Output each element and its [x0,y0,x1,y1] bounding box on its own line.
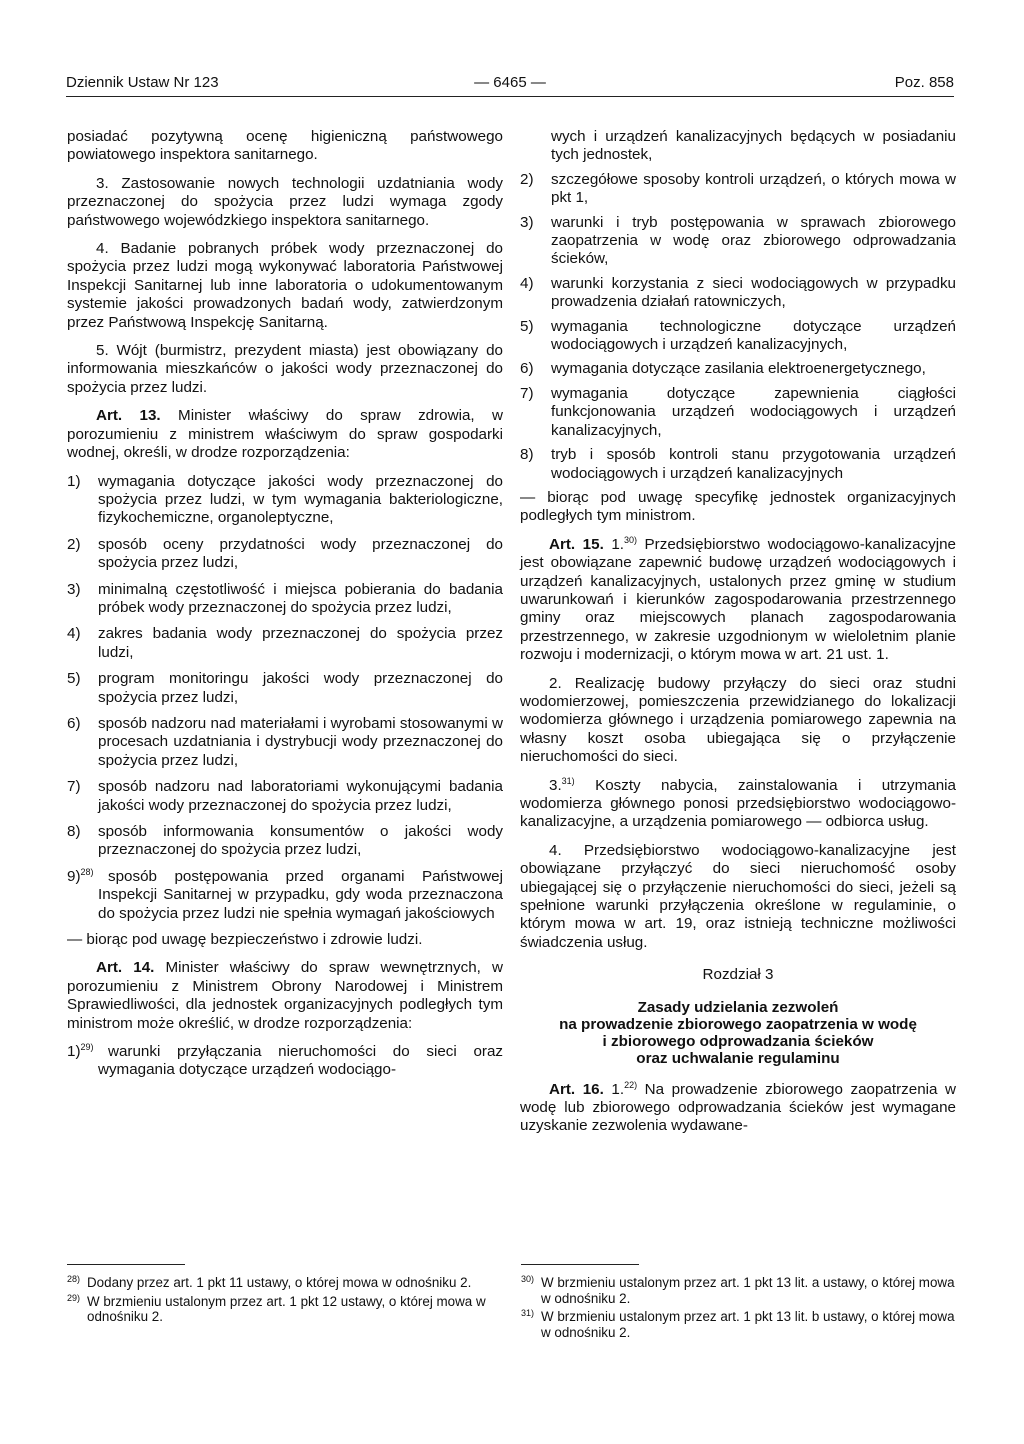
article-13-closing: — biorąc pod uwagę bezpieczeństwo i zdrowie ludzi. [67,931,423,949]
paragraph-3: 3. Zastosowanie nowych technologii uzdatniania wody przeznaczonej do spożycia przez ludzi wymaga zgody państwowego wojewódzkiego inspektora sanitarnego. [67,174,503,229]
list-item-number-text: 1) [67,1043,81,1061]
header-rule [66,96,954,97]
list-item [520,446,956,483]
list-item-number: 8) [67,823,81,840]
footnotes-right [521,1275,957,1343]
list-item-text: program monitoringu jakości wody przeznaczonej do spożycia przez ludzi, [98,670,503,706]
list-item-text: wymagania dotyczące zasilania elektroenergetycznego, [551,360,926,378]
footnote-ref: 22) [624,1079,638,1090]
footnote-ref: 29) [80,1042,94,1052]
list-item [520,171,956,208]
footnote-text: W brzmieniu ustalonym przez art. 1 pkt 13 lit. a ustawy, o której mowa w odnośniku 2. [541,1275,955,1306]
list-item-text: zakres badania wody przeznaczonej do spożycia przez ludzi, [98,625,503,661]
list-item-number: 6) [520,360,534,378]
list-item-text: tryb i sposób kontroli stanu przygotowania urządzeń wodociągowych i urządzeń kanalizacyjnych [551,446,956,482]
list-item-number: 3) [67,580,81,598]
article-15-text: Przedsiębiorstwo wodociągowo-kanalizacyjne jest obowiązane zapewnić budowę urządzeń wodociągowych i urządzeń kanalizacyjnych, ustalonych przez gminę w studium uwarunkowań i kierunków zagospodarowania przestrzennego gminy oraz miejscowych planach zagospodarowania przestrzennego, w zakresie uzgodnionym w wieloletnim planie rozwoju i modernizacji, o którym mowa w art. 21 ust. 1. [520,535,956,664]
chapter-title-line: i zbiorowego odprowadzania ścieków [602,1032,874,1050]
list-item-number: 8) [520,446,534,464]
list-item [520,214,956,269]
list-item [67,823,503,860]
list-item [67,778,503,815]
footnote [67,1275,503,1291]
chapter-title [520,999,956,1067]
list-item-text: warunki korzystania z sieci wodociągowych w przypadku prowadzenia działań ratowniczych, [551,274,956,311]
list-item-text: wymagania technologiczne dotyczące urządzeń wodociągowych i urządzeń kanalizacyjnych, [551,317,956,354]
list-item [67,1043,503,1080]
footnote-ref: 28) [80,866,94,877]
article-15-number: 1. [603,535,624,553]
list-item [67,536,503,573]
footnote-number: 30) [521,1274,535,1284]
list-item [67,473,503,528]
left-column [67,128,503,1088]
paragraph-number: 3. [549,776,562,794]
article-15-paragraph-3 [520,777,956,832]
list-item [520,275,956,312]
footnote-text: W brzmieniu ustalonym przez art. 1 pkt 13 lit. b ustawy, o której mowa w odnośniku 2. [541,1309,955,1340]
list-item [520,318,956,355]
footnote-number: 31) [521,1308,535,1318]
list-item-number: 4) [67,625,81,643]
list-item-text: warunki i tryb postępowania w sprawach zbiorowego zaopatrzenia w wodę oraz zbiorowego odprowadzania ścieków, [551,213,956,268]
list-item-text: sposób informowania konsumentów o jakości wody przeznaczonej do spożycia przez ludzi, [98,823,503,859]
article-14-label: Art. 14. [96,959,155,977]
list-item-number: 6) [67,714,81,732]
list-item-text: sposób nadzoru nad laboratoriami wykonującymi badania jakości wody przeznaczonej do spożycia przez ludzi, [98,778,503,814]
footnote-text: Dodany przez art. 1 pkt 11 ustawy, o której mowa w odnośniku 2. [87,1275,472,1290]
list-item-number [67,868,94,886]
footnote [521,1309,957,1340]
list-item-text: szczegółowe sposoby kontroli urządzeń, o których mowa w pkt 1, [551,170,956,207]
list-item [520,360,956,378]
list-item-text: sposób nadzoru nad materiałami i wyrobami stosowanymi w procesach uzdatniania i dystrybucji wody przeznaczonej do spożycia przez ludzi, [98,714,503,769]
list-item-number-text: 9) [67,867,81,885]
list-item-text: sposób oceny przydatności wody przeznaczonej do spożycia przez ludzi, [98,535,503,572]
footnote-rule-right [521,1264,639,1265]
position-number: Poz. 858 [894,74,954,91]
list-item-text: warunki przyłączania nieruchomości do sieci oraz wymagania dotyczące urządzeń wodociągo- [98,1043,503,1079]
list-item-number: 4) [520,274,534,292]
chapter-title-line: oraz uchwalanie regulaminu [636,1049,840,1067]
paragraph-5: 5. Wójt (burmistrz, prezydent miasta) jest obowiązany do informowania mieszkańców o jakości wody przeznaczonej do spożycia przez ludzi. [67,342,503,396]
list-item [520,385,956,440]
article-15-paragraph-4: 4. Przedsiębiorstwo wodociągowo-kanalizacyjne jest obowiązane przyłączyć do sieci nieruchomość osoby ubiegającej się o przyłączenie nieruchomości do sieci, jeżeli są spełnione warunki przyłączenia określone w regulaminie, o którym mowa w art. 19, oraz istnieją techniczne możliwości świadczenia usług. [520,841,956,951]
footnote-number: 28) [67,1274,81,1284]
article-15-paragraph-2: 2. Realizację budowy przyłączy do sieci oraz studni wodomierzowej, pomieszczenia przewidzianego do lokalizacji wodomierza głównego i urządzenia pomiarowego zapewnia na własny koszt osoba ubiegająca się o przyłączenie nieruchomości do sieci. [520,674,956,766]
article-15-paragraph-1 [520,536,956,665]
article-13-text: Minister właściwy do spraw zdrowia, w porozumieniu z ministrem właściwym do spraw gospodarki wodnej, określi, w drodze rozporządzenia: [67,407,503,462]
article-13-label: Art. 13. [96,407,161,425]
list-item [67,625,503,662]
paragraph-text: Koszty nabycia, zainstalowania i utrzymania wodomierza głównego ponosi przedsiębiorstwo wodociągowo-kanalizacyjne, a urządzenia pomiarowego — odbiorca usług. [520,776,956,831]
article-13-intro [67,407,503,462]
list-item [67,670,503,707]
chapter-title-line: na prowadzenie zbiorowego zaopatrzenia w wodę [559,1015,917,1033]
footnote-ref: 31) [561,775,575,786]
list-item-number: 5) [67,670,81,688]
article-15-label: Art. 15. [549,535,604,553]
article-16-number: 1. [603,1080,625,1098]
list-item-number: 7) [520,384,534,402]
list-item-number [67,1043,94,1061]
list-item-number: 2) [520,170,534,188]
right-column [520,128,956,1146]
article-16-paragraph-1 [520,1081,956,1136]
list-item-number: 1) [67,472,81,490]
list-item-text: wymagania dotyczące zapewnienia ciągłości funkcjonowania urządzeń wodociągowych i urządzeń kanalizacyjnych, [551,384,956,439]
list-item-number: 5) [520,317,534,335]
footnotes-left [67,1275,503,1328]
list-item [67,868,503,923]
list-item-continuation: wych i urządzeń kanalizacyjnych będących w posiadaniu tych jednostek, [551,128,956,164]
chapter-number: Rozdział 3 [702,966,774,984]
list-item-text: sposób postępowania przed organami Państwowej Inspekcji Sanitarnej w przypadku, gdy woda przeznaczona do spożycia przez ludzi nie spełnia wymagań jakościowych [98,867,503,922]
journal-title: Dziennik Ustaw Nr 123 [66,74,219,91]
list-item-number: 2) [67,535,81,553]
article-14-intro [67,959,503,1033]
footnote-rule-left [67,1264,185,1265]
list-item-text: minimalną częstotliwość i miejsca pobierania do badania próbek wody przeznaczonej do spożycia przez ludzi, [98,580,503,616]
article-16-text: Na prowadzenie zbiorowego zaopatrzenia w wodę lub zbiorowego odprowadzania ścieków jest wymagane uzyskanie zezwolenia wydawane- [520,1080,956,1135]
article-16-label: Art. 16. [549,1080,604,1098]
chapter-title-line: Zasady udzielania zezwoleń [637,998,839,1016]
article-14-closing: — biorąc pod uwagę specyfikę jednostek organizacyjnych podległych tym ministrom. [520,488,956,525]
list-item [67,581,503,618]
page-header [66,74,954,96]
list-item-number: 7) [67,778,81,796]
footnote [521,1275,957,1306]
list-item [67,715,503,770]
footnote [67,1294,503,1325]
article-14-text: Minister właściwy do spraw wewnętrznych, w porozumieniu z Ministrem Obrony Narodowej i Ministrem Sprawiedliwości, dla jednostek organizacyjnych podległych tym ministrom może określić, w drodze rozporządzenia: [67,959,503,1032]
paragraph-4: 4. Badanie pobranych próbek wody przeznaczonej do spożycia przez ludzi mogą wykonywać laboratoria Państwowej Inspekcji Sanitarnej lub inne laboratoria o udokumentowanym systemie jakości prowadzonych badań wody, zatwierdzonym przez Państwową Inspekcję Sanitarną. [67,240,503,331]
article-13-list [67,473,503,924]
page-number: — 6465 — [474,74,546,91]
footnote-ref: 30) [624,534,638,545]
footnote-text: W brzmieniu ustalonym przez art. 1 pkt 12 ustawy, o której mowa w odnośniku 2. [87,1293,486,1324]
footnote-number: 29) [67,1292,81,1303]
paragraph-continuation: posiadać pozytywną ocenę higieniczną państwowego powiatowego inspektora sanitarnego. [67,128,503,164]
list-item-text: wymagania dotyczące jakości wody przeznaczonej do spożycia przez ludzi, w tym wymagania bakteriologiczne, fizykochemiczne, organoleptyczne, [98,472,503,527]
list-item-number: 3) [520,213,534,231]
